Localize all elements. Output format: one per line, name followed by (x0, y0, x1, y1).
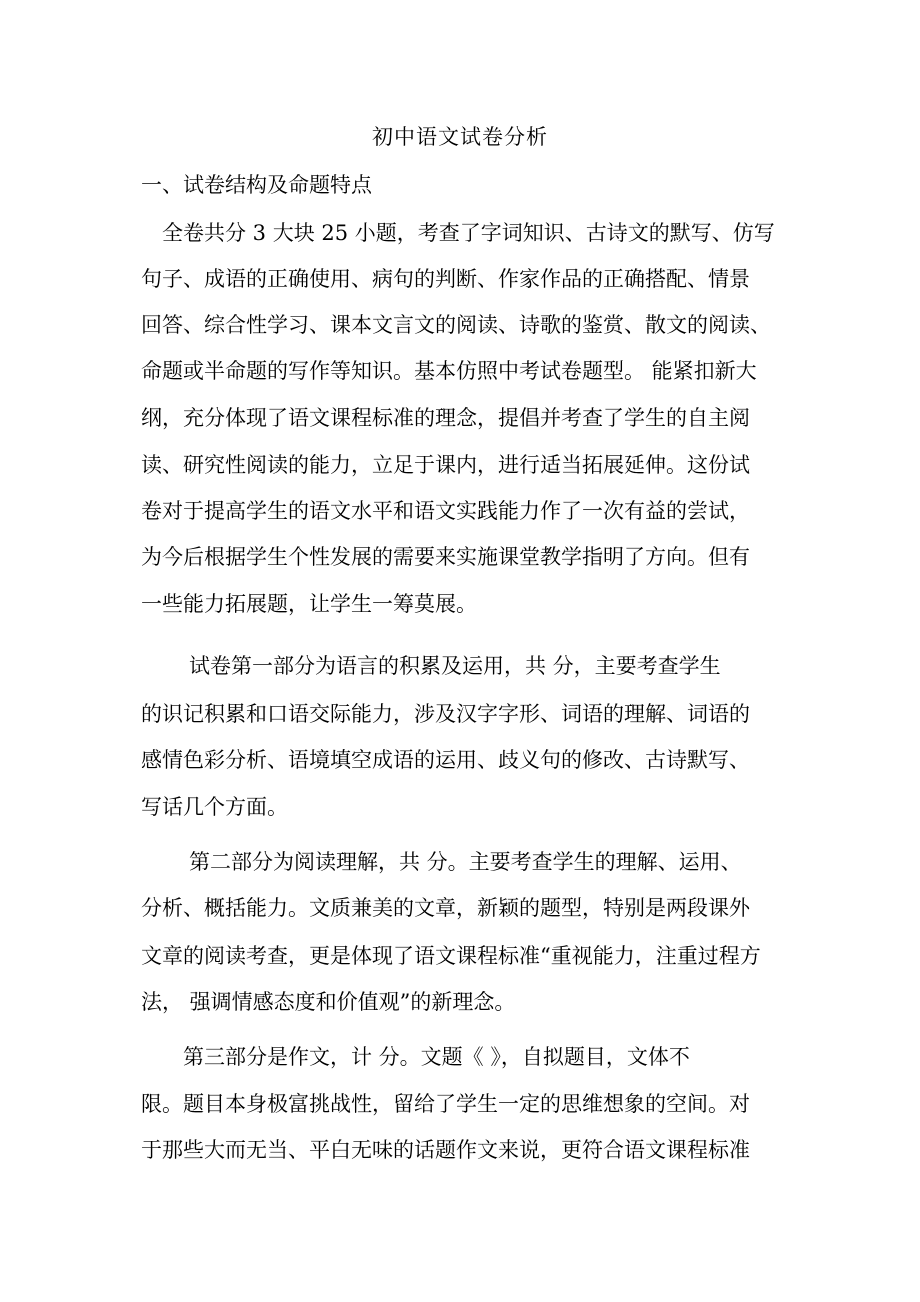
paragraph-1-line-4: 命题或半命题的写作等知识。基本仿照中考试卷题型。 能紧扣新大 (141, 359, 757, 383)
paragraph-1-line-1: 全卷共分 3 大块 25 小题，考查了字词知识、古诗文的默写、仿写 (162, 221, 775, 245)
paragraph-4-line-3: 于那些大而无当、平白无味的话题作文来说，更符合语文课程标准 (141, 1138, 750, 1162)
paragraph-1-line-5: 纲，充分体现了语文课程标准的理念，提倡并考查了学生的自主阅 (141, 406, 750, 430)
paragraph-3-line-1: 第二部分为阅读理解，共 分。主要考查学生的理解、运用、 (189, 850, 742, 874)
paragraph-2-line-2: 的识记积累和口语交际能力，涉及汉字字形、词语的理解、词语的 (141, 702, 750, 726)
paragraph-4-line-2: 限。题目本身极富挑战性，留给了学生一定的思维想象的空间。对 (141, 1092, 750, 1116)
paragraph-3-line-2: 分析、概括能力。文质兼美的文章，新颖的题型，特别是两段课外 (141, 896, 750, 920)
paragraph-2-line-1: 试卷第一部分为语言的积累及运用，共 分，主要考查学生 (189, 654, 721, 678)
document-title: 初中语文试卷分析 (372, 125, 548, 149)
section-heading: 一、试卷结构及命题特点 (141, 173, 372, 197)
paragraph-2-line-3: 感情色彩分析、语境填空成语的运用、歧义句的修改、古诗默写、 (141, 748, 750, 772)
paragraph-1-line-9: 一些能力拓展题，让学生一筹莫展。 (141, 592, 477, 616)
paragraph-3-line-3: 文章的阅读考查，更是体现了语文课程标准“重视能力，注重过程方 (141, 944, 761, 968)
paragraph-1-line-6: 读、研究性阅读的能力，立足于课内，进行适当拓展延伸。这份试 (141, 453, 750, 477)
paragraph-1-line-2: 句子、成语的正确使用、病句的判断、作家作品的正确搭配、情景 (141, 267, 750, 291)
paragraph-4-line-1: 第三部分是作文，计 分。文题《 》，自拟题目，文体不 (183, 1045, 690, 1069)
paragraph-3-line-4: 法， 强调情感态度和价值观”的新理念。 (141, 990, 516, 1014)
paragraph-1-line-3: 回答、综合性学习、课本文言文的阅读、诗歌的鉴赏、散文的阅读、 (141, 313, 771, 337)
paragraph-2-line-4: 写话几个方面。 (141, 795, 288, 819)
paragraph-1-line-8: 为今后根据学生个性发展的需要来实施课堂教学指明了方向。但有 (141, 545, 750, 569)
paragraph-1-line-7: 卷对于提高学生的语文水平和语文实践能力作了一次有益的尝试， (141, 499, 750, 523)
